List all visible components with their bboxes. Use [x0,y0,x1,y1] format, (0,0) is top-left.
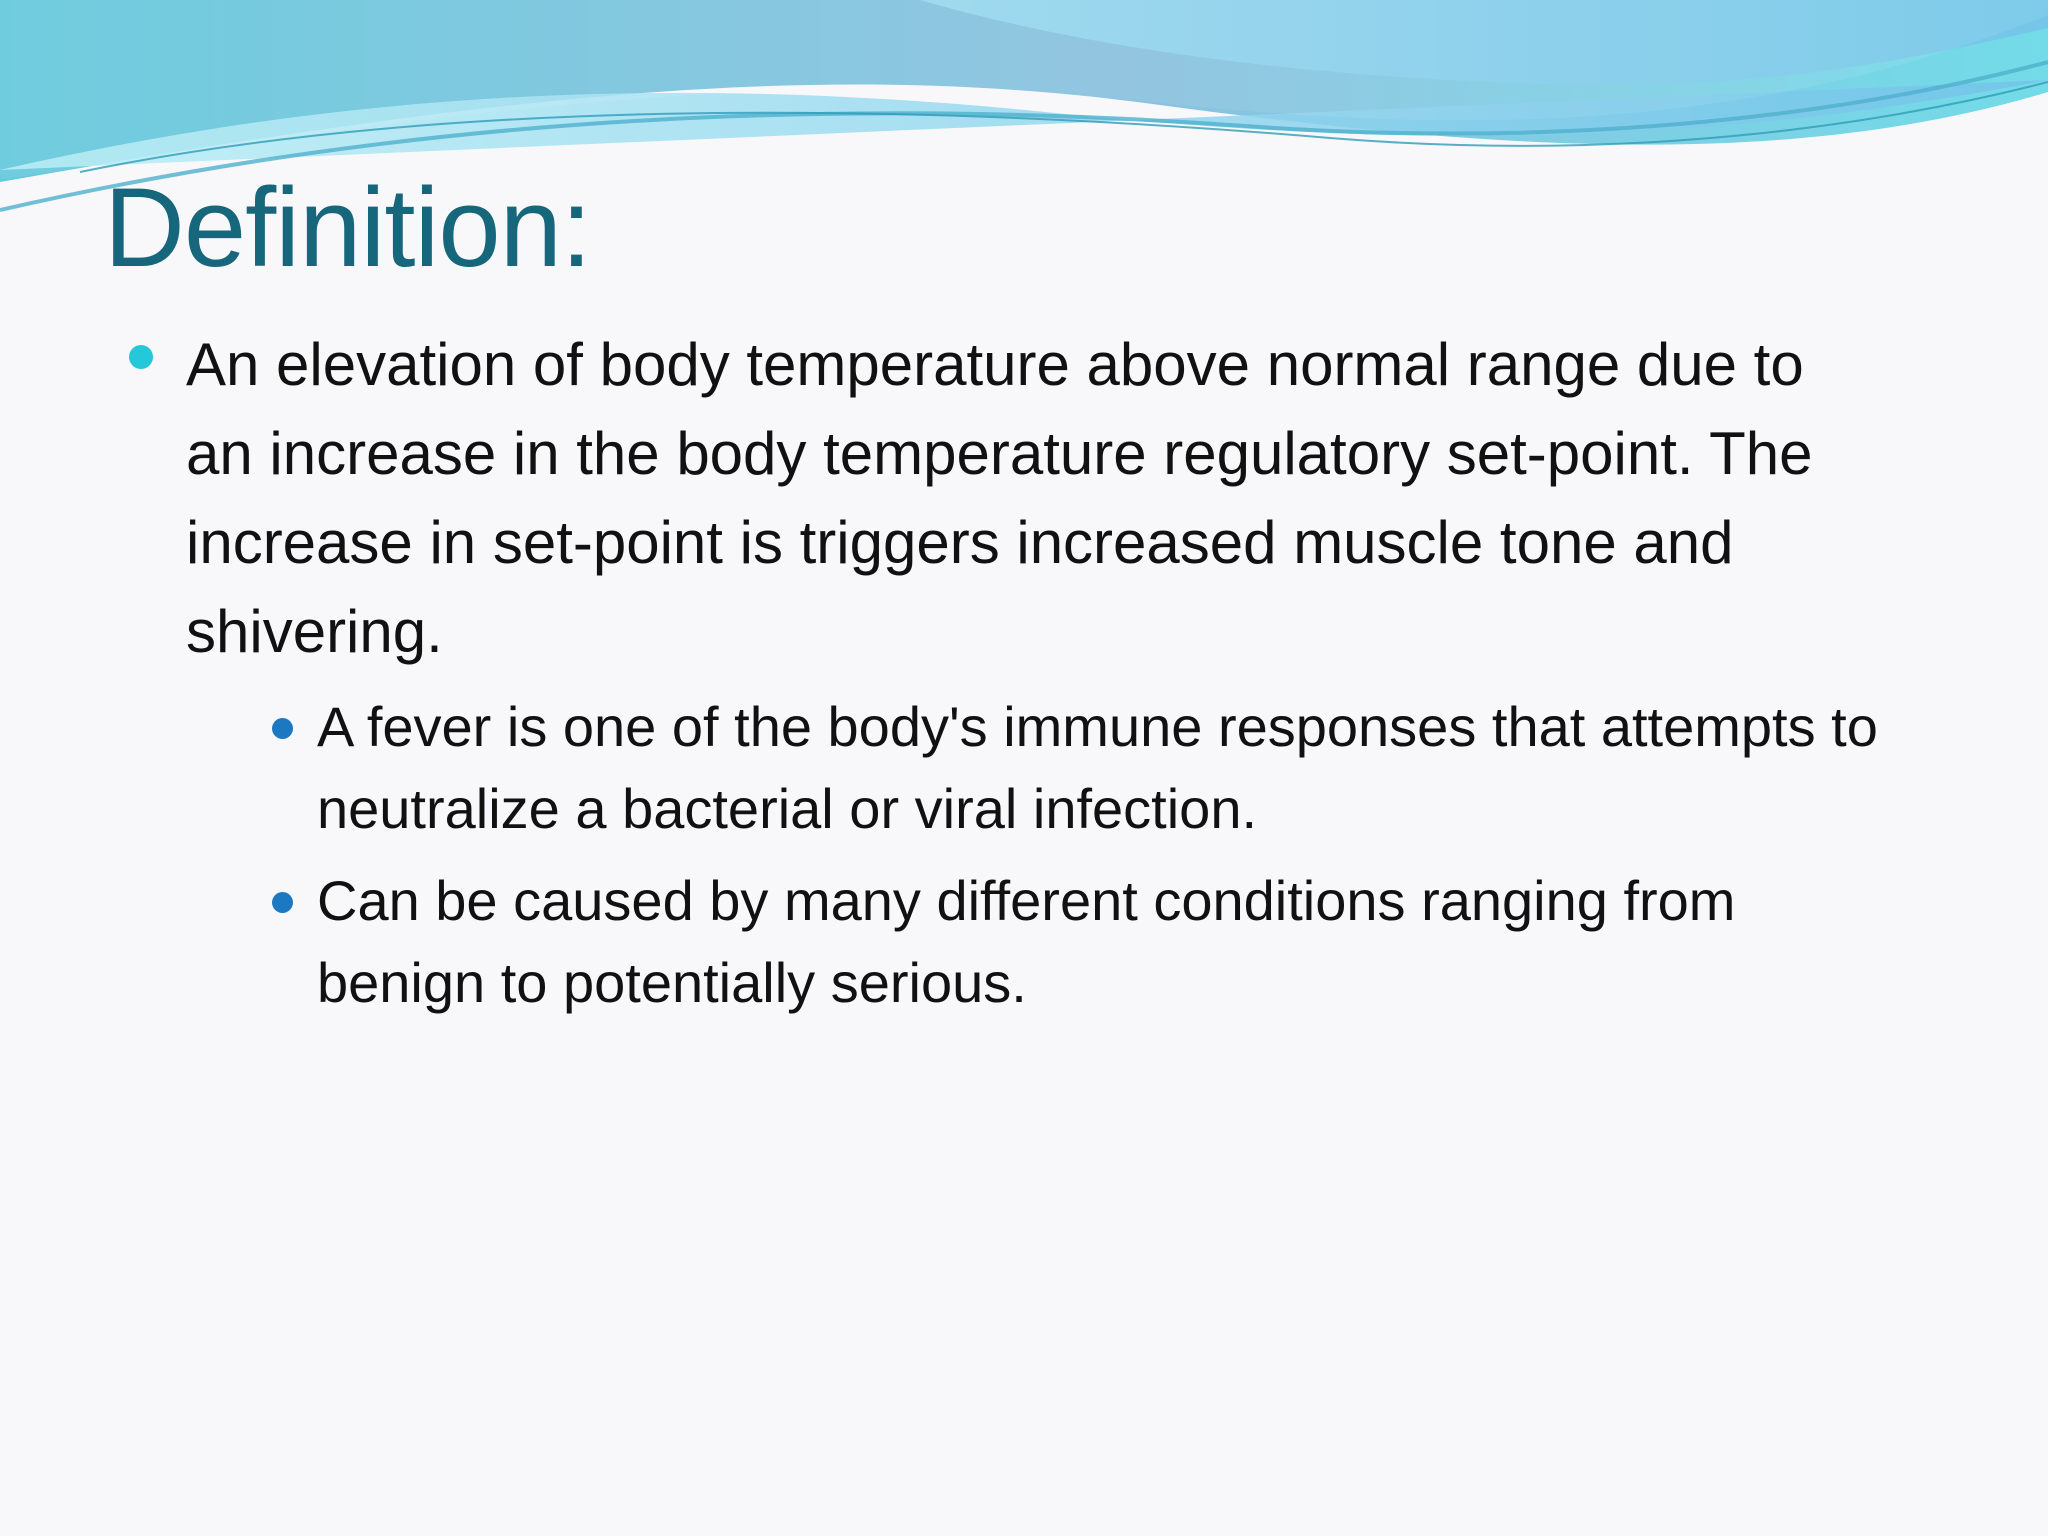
level2-bullet-text: A fever is one of the body's immune responses that attempts to neutralize a bacterial or viral infection. [317,695,1878,840]
slide-content [124,320,1884,1024]
level2-bullet-item [267,860,1884,1024]
blue-circle-icon [272,892,293,913]
level2-bullet-text: Can be caused by many different conditions ranging from benign to potentially serious. [317,869,1736,1014]
level2-bullet-item [267,686,1884,850]
cyan-circle-icon [129,345,153,369]
level1-bullet-text: An elevation of body temperature above normal range due to an increase in the body temperature regulatory set-point. The increase in set-point is triggers increased muscle tone and shivering. [186,331,1813,665]
blue-circle-icon [272,718,293,739]
level1-bullet-item [124,320,1884,676]
slide-title: Definition: [104,165,592,290]
